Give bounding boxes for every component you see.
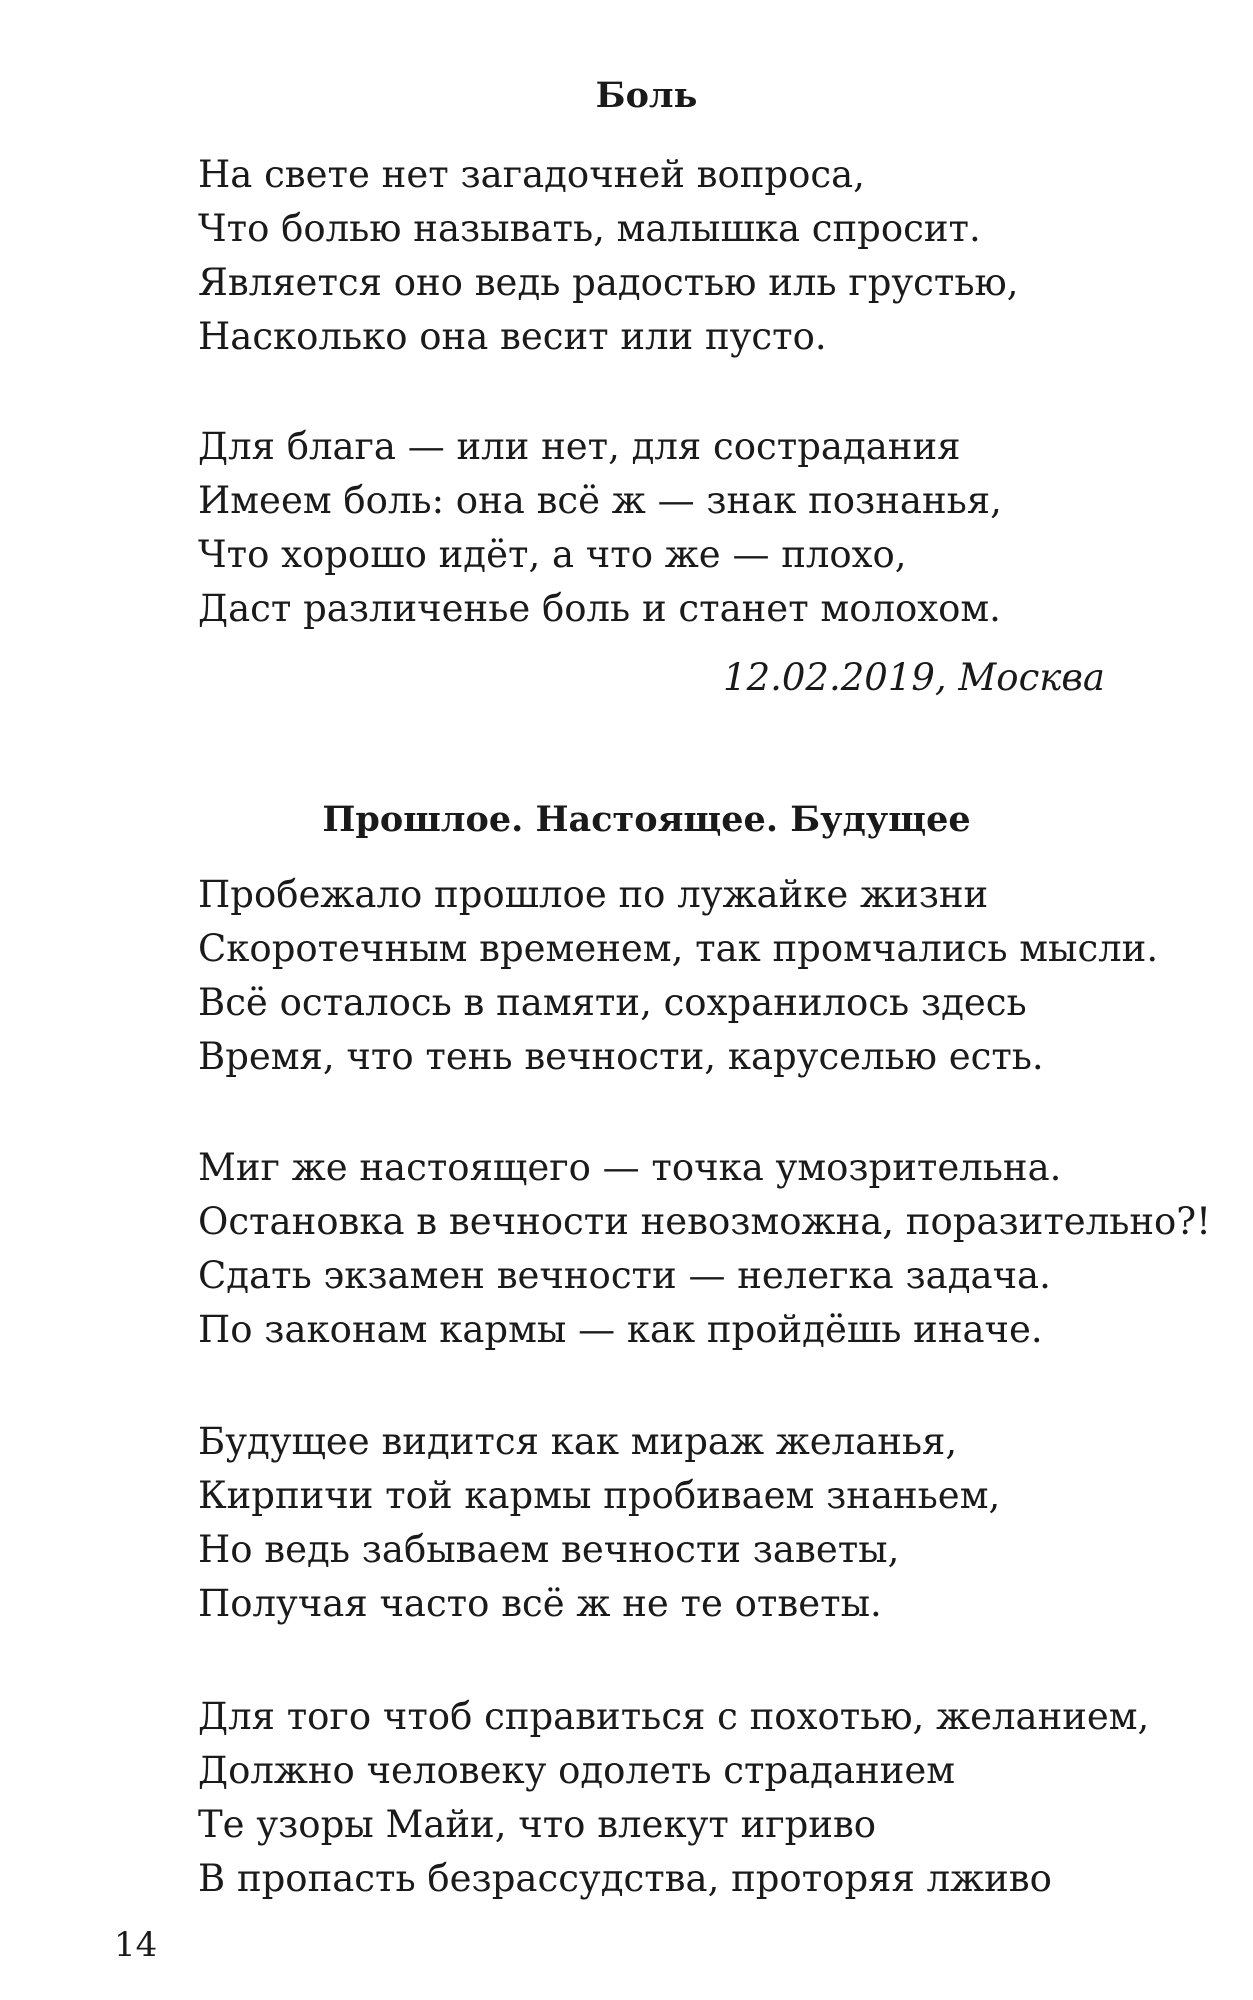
verse-line: На свете нет загадочней вопроса, <box>198 153 865 196</box>
verse-line: В пропасть безрассудства, проторяя лживо <box>198 1857 1052 1900</box>
stanza <box>198 420 1002 636</box>
verse-line: Но ведь забываем вечности заветы, <box>198 1528 900 1571</box>
verse-line: Всё осталось в памяти, сохранилось здесь <box>198 981 1027 1024</box>
verse-line: Время, что тень вечности, каруселью есть. <box>198 1035 1044 1078</box>
verse-line: Кирпичи той кармы пробиваем знаньем, <box>198 1474 1001 1517</box>
stanza <box>198 1690 1149 1906</box>
verse-line: Является оно ведь радостью иль грустью, <box>198 261 1019 304</box>
verse-line: Что болью называть, малышка спросит. <box>198 207 981 250</box>
verse-line: Будущее видится как мираж желанья, <box>198 1420 958 1463</box>
verse-line: Миг же настоящего — точка умозрительна. <box>198 1146 1062 1189</box>
stanza <box>198 1141 1211 1357</box>
verse-line: Насколько она весит или пусто. <box>198 315 827 358</box>
stanza <box>198 1415 1000 1631</box>
verse-line: По законам кармы — как пройдёшь иначе. <box>198 1308 1043 1351</box>
verse-line: Пробежало прошлое по лужайке жизни <box>198 873 989 916</box>
poem-title: Боль <box>595 75 698 116</box>
verse-line: Что хорошо идёт, а что же — плохо, <box>198 533 907 576</box>
verse-line: Сдать экзамен вечности — нелегка задача. <box>198 1254 1051 1297</box>
verse-line: Те узоры Майи, что влекут игриво <box>198 1803 877 1846</box>
verse-line: Для блага — или нет, для сострадания <box>198 425 961 468</box>
verse-line: Имеем боль: она всё ж — знак познанья, <box>198 479 1002 522</box>
stanza <box>198 868 1158 1084</box>
verse-line: Получая часто всё ж не те ответы. <box>198 1582 882 1625</box>
verse-line: Должно человеку одолеть страданием <box>198 1749 956 1792</box>
verse-line: Даст различенье боль и станет молохом. <box>198 587 1001 630</box>
verse-line: Остановка в вечности невозможна, поразительно?! <box>198 1200 1211 1243</box>
verse-line: Для того чтоб справиться с похотью, желанием, <box>198 1695 1150 1738</box>
poem-date-place: 12.02.2019, Москва <box>723 656 1105 699</box>
verse-line: Скоротечным временем, так промчались мысли. <box>198 927 1159 970</box>
stanza <box>198 148 1018 364</box>
page-number: 14 <box>114 1925 158 1965</box>
poem-title: Прошлое. Настоящее. Будущее <box>322 799 971 840</box>
